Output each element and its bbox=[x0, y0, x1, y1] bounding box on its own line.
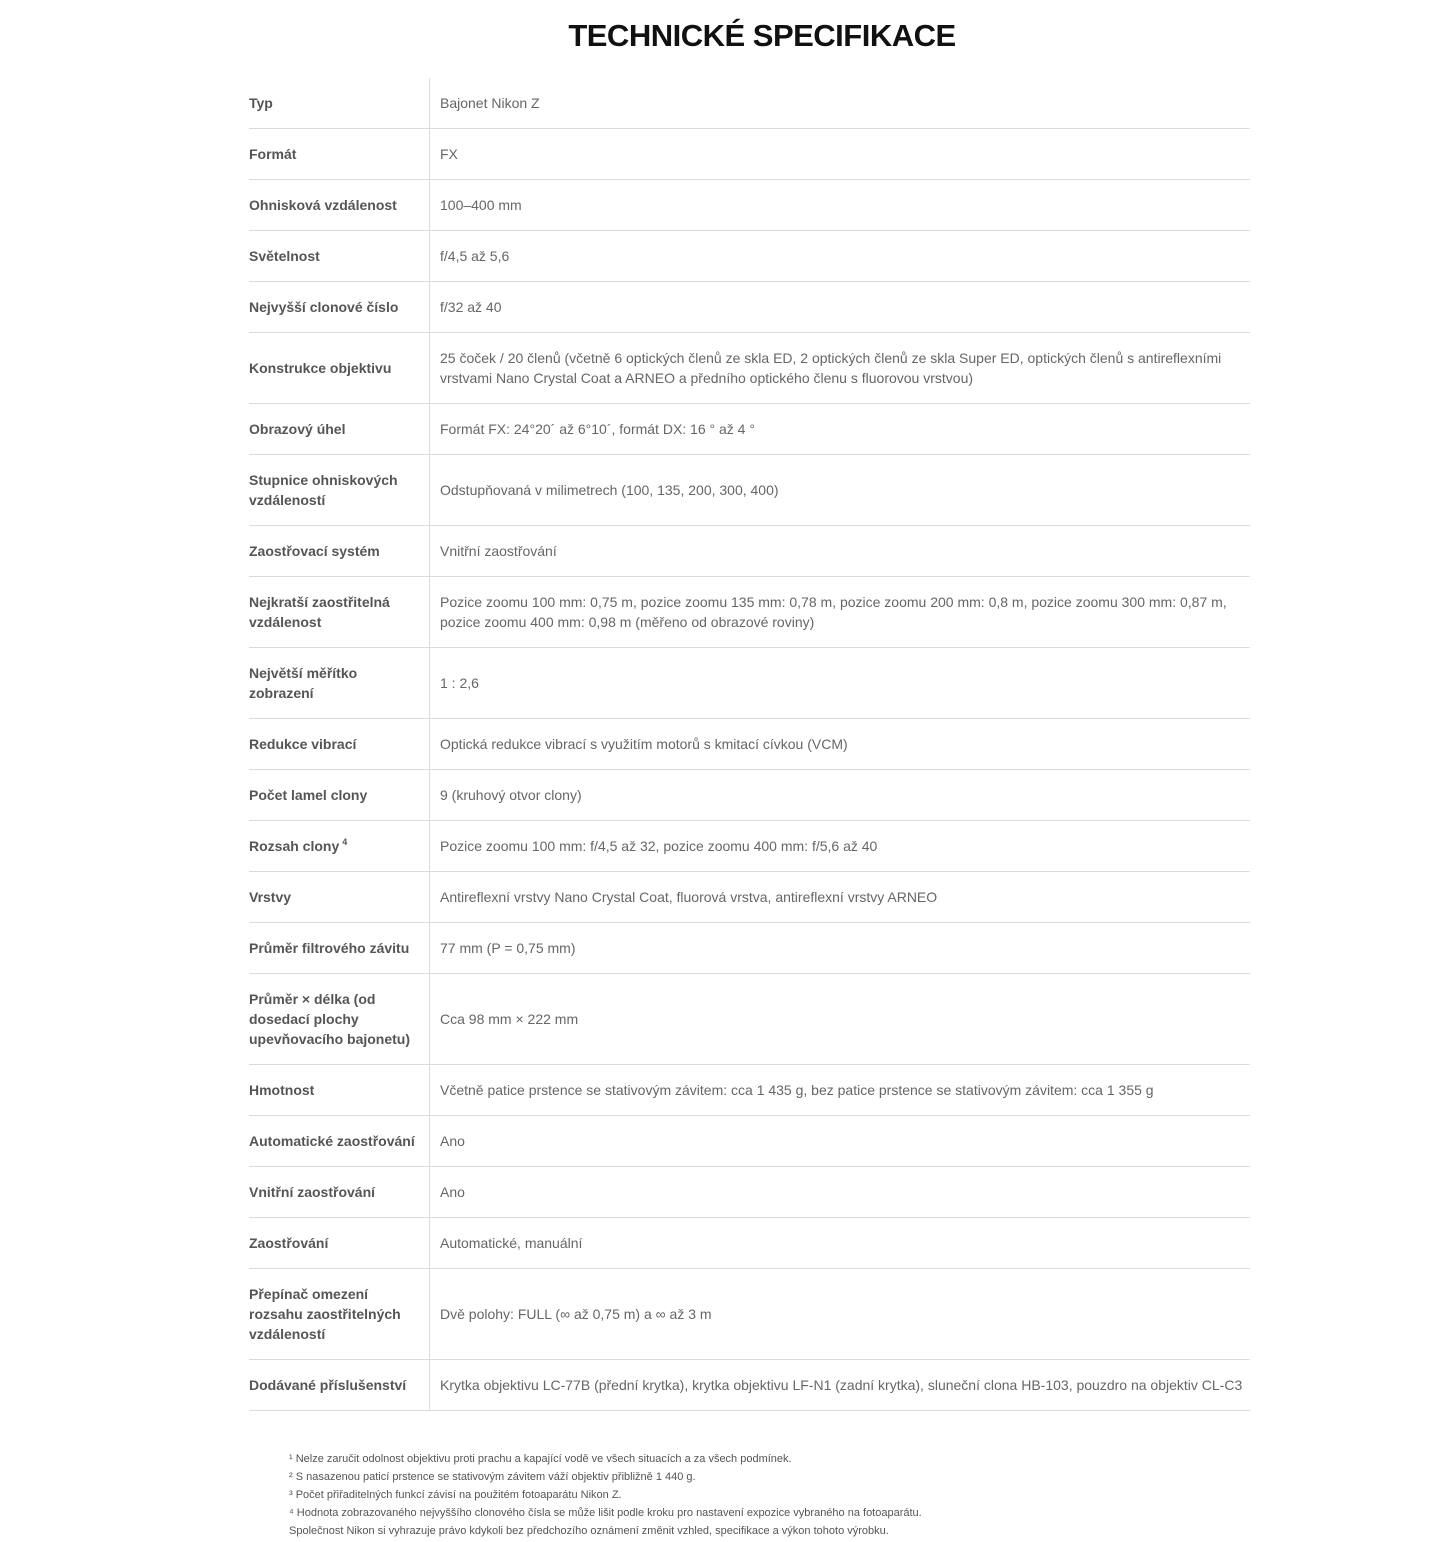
footnote: ¹ Nelze zaručit odolnost objektivu proti prachu a kapající vodě ve všech situacích a za všech podmínek. bbox=[289, 1453, 792, 1465]
spec-label-cell bbox=[249, 770, 430, 821]
spec-value: Odstupňovaná v milimetrech (100, 135, 200, 300, 400) bbox=[430, 455, 1251, 526]
spec-label: Typ bbox=[249, 95, 273, 111]
spec-value: 77 mm (P = 0,75 mm) bbox=[430, 923, 1251, 974]
spec-label: Hmotnost bbox=[249, 1082, 315, 1098]
spec-row bbox=[249, 78, 1250, 129]
spec-row bbox=[249, 1116, 1250, 1167]
page-title: TECHNICKÉ SPECIFIKACE bbox=[568, 18, 956, 53]
spec-label-cell bbox=[249, 404, 430, 455]
spec-label: Konstrukce objektivu bbox=[249, 360, 392, 376]
spec-value: Optická redukce vibrací s využitím motorů s kmitací cívkou (VCM) bbox=[430, 719, 1251, 770]
spec-label: Nejkratší zaostřitelná vzdálenost bbox=[249, 594, 390, 630]
spec-value: Cca 98 mm × 222 mm bbox=[430, 974, 1251, 1065]
specifications-table-body bbox=[249, 78, 1250, 1411]
spec-label-cell bbox=[249, 526, 430, 577]
spec-row bbox=[249, 974, 1250, 1065]
spec-row bbox=[249, 1065, 1250, 1116]
spec-label-cell bbox=[249, 1116, 430, 1167]
spec-value: Krytka objektivu LC-77B (přední krytka), krytka objektivu LF-N1 (zadní krytka), sluneční clona HB-103, pouzdro na objektiv CL-C3 bbox=[430, 1360, 1251, 1411]
spec-row bbox=[249, 333, 1250, 404]
specifications-table bbox=[249, 78, 1250, 1411]
spec-label-cell bbox=[249, 577, 430, 648]
spec-label: Průměr × délka (od dosedací plochy upevňovacího bajonetu) bbox=[249, 991, 411, 1047]
spec-label: Stupnice ohniskových vzdáleností bbox=[249, 472, 398, 508]
spec-value: Antireflexní vrstvy Nano Crystal Coat, fluorová vrstva, antireflexní vrstvy ARNEO bbox=[430, 872, 1251, 923]
footnote: Společnost Nikon si vyhrazuje právo kdykoli bez předchozího oznámení změnit vzhled, specifikace a výkon tohoto výrobku. bbox=[289, 1525, 889, 1537]
spec-label-cell bbox=[249, 974, 430, 1065]
spec-row bbox=[249, 648, 1250, 719]
spec-label-cell bbox=[249, 333, 430, 404]
spec-row bbox=[249, 404, 1250, 455]
spec-row bbox=[249, 821, 1250, 872]
spec-label-cell bbox=[249, 1360, 430, 1411]
spec-row bbox=[249, 719, 1250, 770]
spec-value: f/4,5 až 5,6 bbox=[430, 231, 1251, 282]
spec-label: Počet lamel clony bbox=[249, 787, 368, 803]
spec-label-cell bbox=[249, 78, 430, 129]
spec-label: Redukce vibrací bbox=[249, 736, 357, 752]
spec-label-cell bbox=[249, 1218, 430, 1269]
spec-label: Světelnost bbox=[249, 248, 320, 264]
spec-value: Pozice zoomu 100 mm: 0,75 m, pozice zoomu 135 mm: 0,78 m, pozice zoomu 200 mm: 0,8 m, pozice zoomu 300 mm: 0,87 m, pozice zoomu 400 mm: 0,98 m (měřeno od obrazové roviny) bbox=[430, 577, 1251, 648]
spec-label: Ohnisková vzdálenost bbox=[249, 197, 397, 213]
spec-label-cell bbox=[249, 455, 430, 526]
spec-row bbox=[249, 1360, 1250, 1411]
spec-label: Formát bbox=[249, 146, 297, 162]
spec-label-cell bbox=[249, 129, 430, 180]
spec-label: Vrstvy bbox=[249, 889, 292, 905]
spec-value: Ano bbox=[430, 1167, 1251, 1218]
spec-label: Zaostřovací systém bbox=[249, 543, 380, 559]
spec-row bbox=[249, 872, 1250, 923]
spec-label: Průměr filtrového závitu bbox=[249, 940, 410, 956]
spec-row bbox=[249, 770, 1250, 821]
spec-value: FX bbox=[430, 129, 1251, 180]
footnote: ⁴ Hodnota zobrazovaného nejvyššího clonového čísla se může lišit podle kroku pro nastavení expozice vybraného na fotoaparátu. bbox=[289, 1507, 922, 1519]
spec-row bbox=[249, 129, 1250, 180]
spec-label: Zaostřování bbox=[249, 1235, 329, 1251]
spec-row bbox=[249, 180, 1250, 231]
spec-row bbox=[249, 923, 1250, 974]
spec-label-cell bbox=[249, 1065, 430, 1116]
spec-row bbox=[249, 1269, 1250, 1360]
spec-label-cell bbox=[249, 180, 430, 231]
spec-row bbox=[249, 1167, 1250, 1218]
footnote: ² S nasazenou paticí prstence se stativovým závitem váží objektiv přibližně 1 440 g. bbox=[289, 1471, 696, 1483]
spec-label: Automatické zaostřování bbox=[249, 1133, 415, 1149]
spec-row bbox=[249, 231, 1250, 282]
footnote: ³ Počet přiřaditelných funkcí závisí na použitém fotoaparátu Nikon Z. bbox=[289, 1489, 622, 1501]
footnote-marker: 4 bbox=[342, 837, 348, 847]
spec-value: Dvě polohy: FULL (∞ až 0,75 m) a ∞ až 3 m bbox=[430, 1269, 1251, 1360]
spec-label: Obrazový úhel bbox=[249, 421, 346, 437]
spec-label: Přepínač omezení rozsahu zaostřitelných vzdáleností bbox=[249, 1286, 401, 1342]
spec-value: Formát FX: 24°20´ až 6°10´, formát DX: 16 ° až 4 ° bbox=[430, 404, 1251, 455]
spec-label: Dodávané příslušenství bbox=[249, 1377, 407, 1393]
spec-label-cell bbox=[249, 821, 430, 872]
spec-value: Ano bbox=[430, 1116, 1251, 1167]
spec-label-cell bbox=[249, 648, 430, 719]
spec-label: Nejvyšší clonové číslo bbox=[249, 299, 399, 315]
spec-row bbox=[249, 282, 1250, 333]
spec-label-cell bbox=[249, 719, 430, 770]
spec-value: Pozice zoomu 100 mm: f/4,5 až 32, pozice zoomu 400 mm: f/5,6 až 40 bbox=[430, 821, 1251, 872]
spec-value: 9 (kruhový otvor clony) bbox=[430, 770, 1251, 821]
spec-label-cell bbox=[249, 231, 430, 282]
spec-row bbox=[249, 455, 1250, 526]
spec-value: Bajonet Nikon Z bbox=[430, 78, 1251, 129]
spec-value: Včetně patice prstence se stativovým závitem: cca 1 435 g, bez patice prstence se stativovým závitem: cca 1 355 g bbox=[430, 1065, 1251, 1116]
spec-label: Rozsah clony bbox=[249, 838, 340, 854]
spec-value: Vnitřní zaostřování bbox=[430, 526, 1251, 577]
spec-label: Největší měřítko zobrazení bbox=[249, 665, 358, 701]
spec-label: Vnitřní zaostřování bbox=[249, 1184, 376, 1200]
spec-value: Automatické, manuální bbox=[430, 1218, 1251, 1269]
spec-label-cell bbox=[249, 923, 430, 974]
spec-label-cell bbox=[249, 1167, 430, 1218]
spec-value: f/32 až 40 bbox=[430, 282, 1251, 333]
spec-label-cell bbox=[249, 872, 430, 923]
spec-label-cell bbox=[249, 282, 430, 333]
spec-label-cell bbox=[249, 1269, 430, 1360]
spec-value: 100–400 mm bbox=[430, 180, 1251, 231]
spec-row bbox=[249, 577, 1250, 648]
spec-row bbox=[249, 1218, 1250, 1269]
spec-row bbox=[249, 526, 1250, 577]
footnotes bbox=[289, 1450, 1249, 1540]
spec-value: 1 : 2,6 bbox=[430, 648, 1251, 719]
spec-value: 25 čoček / 20 členů (včetně 6 optických členů ze skla ED, 2 optických členů ze skla Super ED, optických členů s antireflexními vrstvami Nano Crystal Coat a ARNEO a předního optického členu s fluorovou vrstvou) bbox=[430, 333, 1251, 404]
